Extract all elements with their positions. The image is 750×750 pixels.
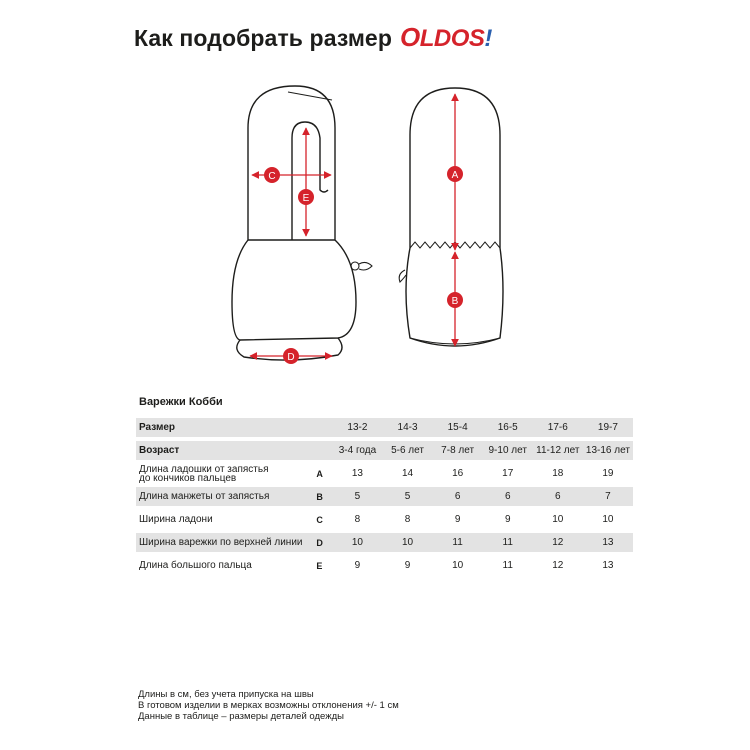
measure-letter: C <box>316 514 323 525</box>
measure-label: Длина манжеты от запястья <box>136 487 316 506</box>
measure-label: Длина большого пальца <box>139 560 252 571</box>
page-title <box>134 22 492 54</box>
age-row <box>136 441 633 460</box>
label-a: A <box>451 170 459 181</box>
size-cell: 17-6 <box>533 418 583 437</box>
brand-logo <box>400 22 492 53</box>
measure-cell: 14 <box>401 468 414 479</box>
measure-label: Ширина ладони <box>139 514 213 525</box>
measure-cell: 7 <box>583 487 633 506</box>
label-e: E <box>302 193 310 204</box>
measure-cell: 12 <box>552 560 564 571</box>
zip-pull-left <box>351 262 372 270</box>
measure-cell: 17 <box>502 468 514 479</box>
measure-cell: 11 <box>483 533 533 552</box>
age-cell: 5-6 лет <box>382 441 432 460</box>
table-title: Варежки Кобби <box>139 396 223 408</box>
measure-cell: 13 <box>583 533 633 552</box>
measure-cell: 12 <box>533 533 583 552</box>
measure-cell: 5 <box>332 487 382 506</box>
mitten-palm-side <box>232 86 372 360</box>
age-cell: 9-10 лет <box>483 441 533 460</box>
label-d: D <box>287 352 295 363</box>
logo-exclamation: ! <box>484 25 492 52</box>
measure-letter: E <box>316 560 323 571</box>
measure-cell: 6 <box>483 487 533 506</box>
measure-cell: 10 <box>602 514 614 525</box>
size-row <box>136 418 633 437</box>
measure-cell: 10 <box>552 514 564 525</box>
measure-cell: 11 <box>433 533 483 552</box>
title-text: Как подобрать размер <box>134 25 392 51</box>
table-row-e <box>136 556 633 575</box>
size-cell: 13-2 <box>332 418 382 437</box>
size-table <box>136 414 633 579</box>
measure-cell: 10 <box>452 560 464 571</box>
label-b: B <box>451 296 459 307</box>
age-cell: 3-4 года <box>332 441 382 460</box>
measure-cell: 11 <box>502 560 513 571</box>
size-cell: 16-5 <box>483 418 533 437</box>
measure-cell: 16 <box>452 468 464 479</box>
size-header: Размер <box>136 418 316 437</box>
measure-cell: 9 <box>504 514 511 525</box>
mitten-palm-outline <box>232 86 356 340</box>
measure-cell: 13 <box>351 468 363 479</box>
label-c: C <box>268 171 276 182</box>
age-header: Возраст <box>136 441 316 460</box>
measure-cell: 10 <box>382 533 432 552</box>
footnotes <box>138 689 399 722</box>
footnote: Длины в см, без учета припуска на швы <box>138 689 314 700</box>
measure-cell: 8 <box>404 514 411 525</box>
age-cell: 7-8 лет <box>433 441 483 460</box>
size-cell: 19-7 <box>583 418 633 437</box>
table-row-d <box>136 533 633 552</box>
footnote: Данные в таблице – размеры деталей одежды <box>138 711 344 722</box>
measure-cell: 5 <box>382 487 432 506</box>
mitten-diagram <box>0 70 750 380</box>
measure-cell: 6 <box>533 487 583 506</box>
measure-cell: 8 <box>354 514 361 525</box>
table-row-c <box>136 510 633 529</box>
measure-cell: 18 <box>552 468 564 479</box>
measure-label: Ширина варежки по верхней линии <box>136 533 316 552</box>
measure-cell: 9 <box>454 514 461 525</box>
age-cell: 13-16 лет <box>583 441 633 460</box>
footnote: В готовом изделии в мерках возможны отклонения +/- 1 см <box>138 700 399 711</box>
measure-letter: D <box>316 533 332 552</box>
logo-letter-o: O <box>399 22 420 52</box>
measure-cell: 9 <box>354 560 361 571</box>
measure-cell: 10 <box>332 533 382 552</box>
measure-label: Длина ладошки от запястья до кончиков пальцев <box>139 463 269 484</box>
measure-cell: 9 <box>404 560 411 571</box>
measure-cell: 6 <box>433 487 483 506</box>
size-cell: 14-3 <box>382 418 432 437</box>
measure-cell: 19 <box>602 468 614 479</box>
zip-pull-right <box>399 270 406 282</box>
thumb-outline <box>292 122 328 240</box>
age-cell: 11-12 лет <box>533 441 583 460</box>
mitten-back-side <box>399 88 503 346</box>
logo-letters: LDOS <box>419 25 485 52</box>
measure-cell: 13 <box>602 560 614 571</box>
size-cell: 15-4 <box>433 418 483 437</box>
measure-letter: A <box>316 468 323 479</box>
table-row-b <box>136 487 633 506</box>
table-row-a <box>136 464 633 483</box>
measure-letter: B <box>316 487 332 506</box>
